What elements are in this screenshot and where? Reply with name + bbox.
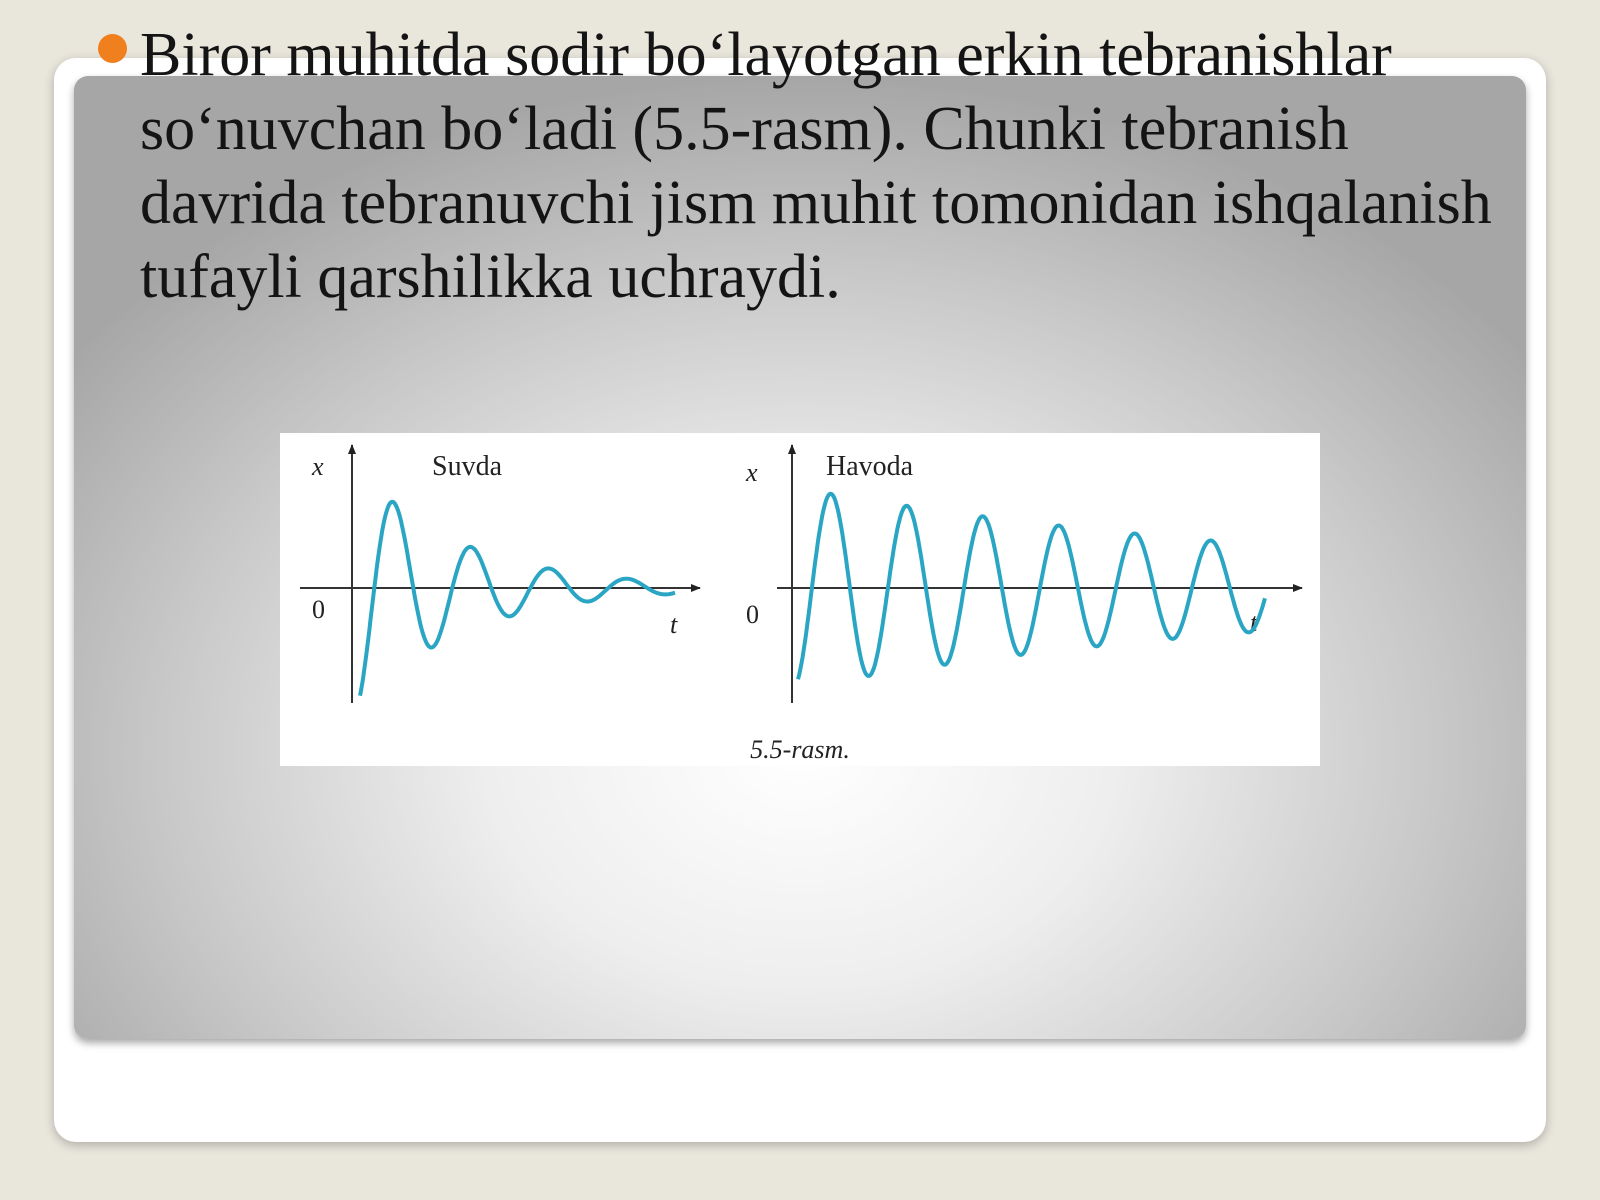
t-label-havoda: t xyxy=(1250,608,1258,637)
panel-suvda xyxy=(300,445,700,703)
x-label-suvda: x xyxy=(312,452,324,481)
figure-5-5 xyxy=(280,433,1320,766)
origin-label-suvda: 0 xyxy=(312,595,325,624)
x-label-havoda: x xyxy=(746,458,758,487)
damped-curve-suvda xyxy=(360,502,675,696)
slide-body-text: Biror muhitda sodir bo‘layotgan erkin tebranishlar so‘nuvchan bo‘ladi (5.5-rasm). Chunki tebranish davrida tebranuvchi jism muhit tomonidan ishqalanish tufayli qarshilikka uchraydi. xyxy=(140,21,1492,311)
oscillation-diagram xyxy=(280,433,1320,766)
damped-curve-havoda xyxy=(798,494,1265,680)
figure-caption: 5.5-rasm. xyxy=(750,735,850,764)
origin-label-havoda: 0 xyxy=(746,600,759,629)
panel-title-havoda: Havoda xyxy=(826,451,914,482)
t-label-suvda: t xyxy=(670,610,678,639)
panel-title-suvda: Suvda xyxy=(432,451,502,482)
bullet-dot-icon xyxy=(98,34,127,63)
panel-havoda xyxy=(745,445,1302,703)
